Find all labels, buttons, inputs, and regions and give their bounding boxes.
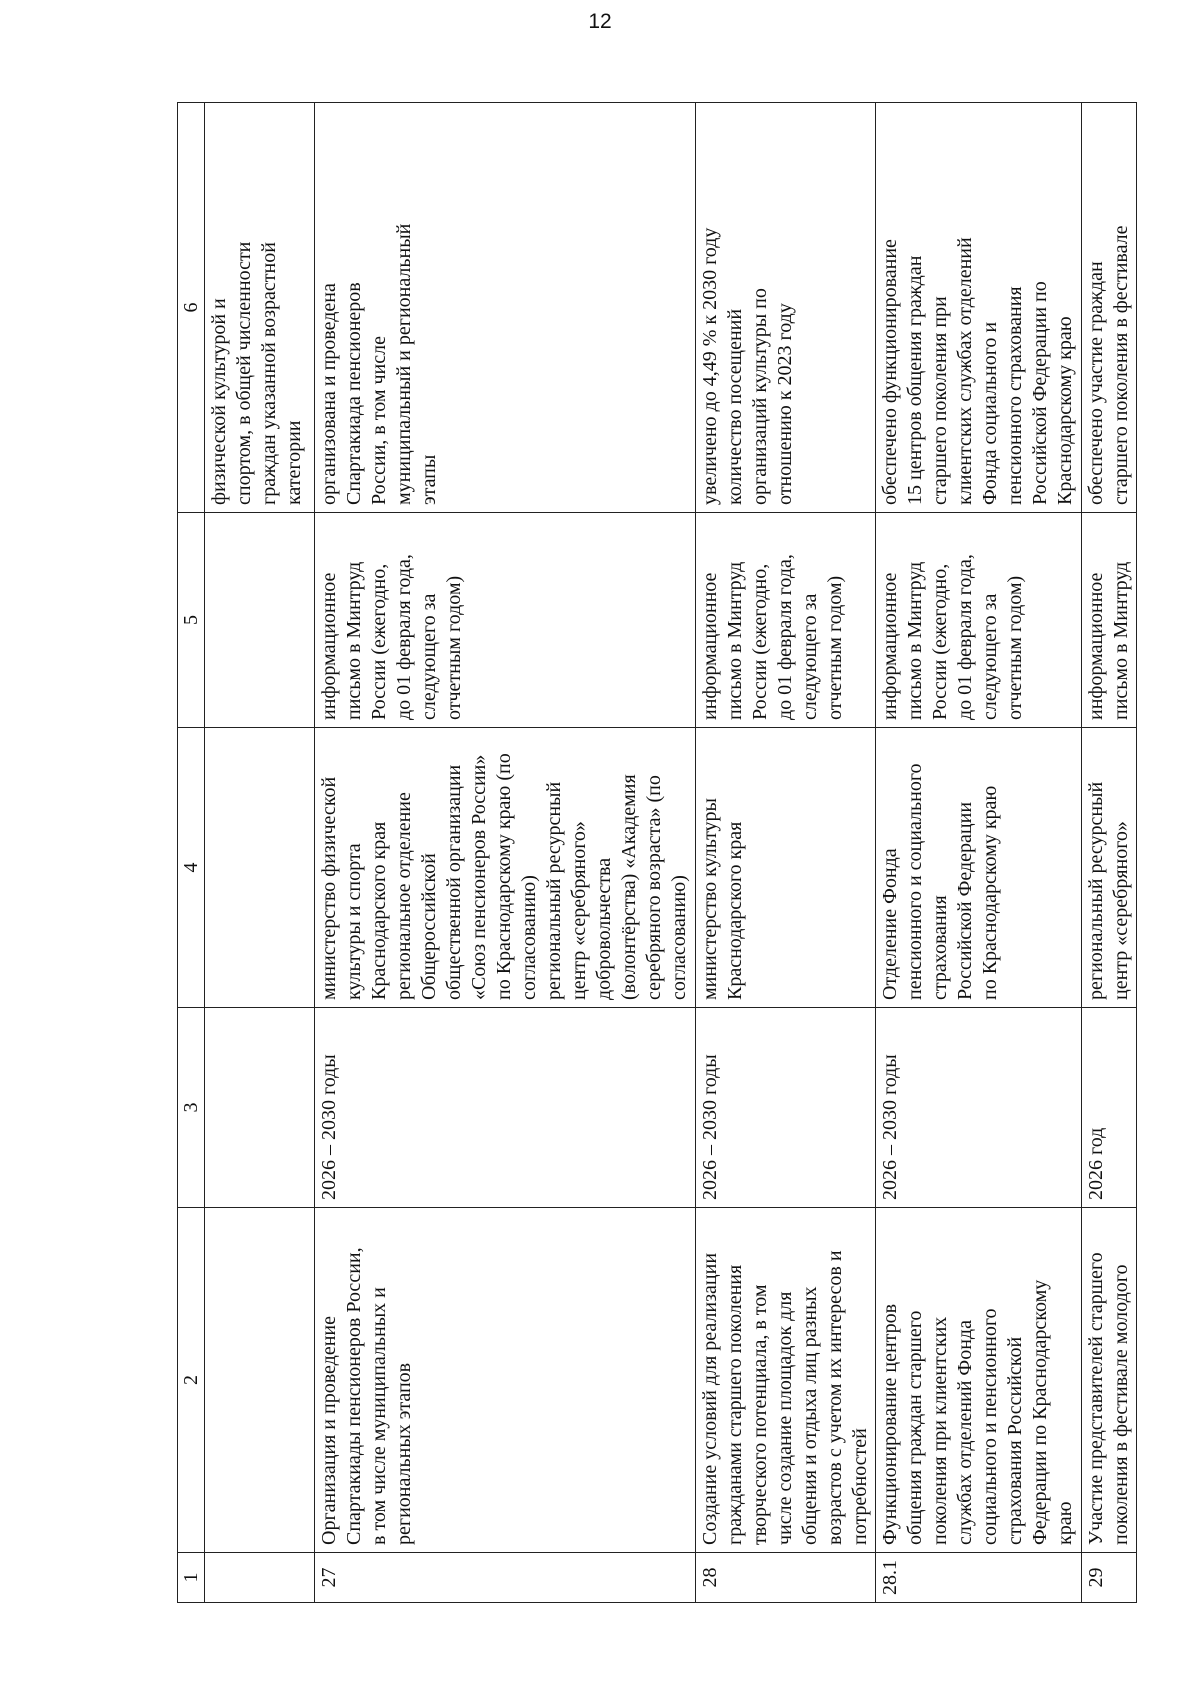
page-number: 12 [588, 10, 612, 33]
event-cell [1081, 1208, 1136, 1553]
cell-line: Российской Федерации по [1029, 281, 1052, 505]
event-cell [205, 1208, 315, 1553]
cell-line: гражданами старшего поколения [724, 1264, 747, 1545]
cell-line: письмо в Минтруд [1109, 561, 1132, 720]
cell-line: (волонтёрства) «Академия [618, 774, 641, 1000]
cell-line: следующего за [418, 593, 441, 720]
cell-line: по Краснодарскому краю [979, 785, 1002, 1000]
rotated-table-container [177, 103, 1137, 1603]
cell-line: пенсионного страхования [1004, 286, 1027, 505]
cell-line: отчетным годом) [443, 575, 466, 720]
cell-line: министерство культуры [699, 798, 722, 1000]
result-cell [205, 103, 315, 513]
table-row [205, 103, 315, 1603]
cell-line: Создание условий для реализации [699, 1252, 722, 1545]
report-cell [876, 513, 1081, 728]
cell-line: добровольчества [593, 857, 616, 1000]
cell-line: Фонда социального и [979, 321, 1002, 505]
cell-line: информационное [879, 572, 902, 720]
cell-line: письмо в Минтруд [724, 561, 747, 720]
cell-line: Спартакиада пенсионеров [343, 282, 366, 505]
cell-line: Спартакиады пенсионеров России, [343, 1247, 366, 1545]
responsible-cell [696, 728, 876, 1008]
responsible-cell [205, 728, 315, 1008]
cell-line: социального и пенсионного [979, 1308, 1002, 1545]
column-header: 5 [178, 513, 205, 728]
row-number-cell: 28.1 [876, 1553, 1081, 1603]
cell-line: муниципальный и региональный [393, 223, 416, 505]
cell-line: Краснодарского края [724, 821, 747, 1000]
cell-line: письмо в Минтруд [904, 561, 927, 720]
cell-line: граждан указанной возрастной [258, 242, 281, 505]
cell-line: общения и отдыха лиц разных [799, 1286, 822, 1545]
cell-line: пенсионного и социального [904, 763, 927, 1000]
result-cell [315, 103, 696, 513]
report-cell [1081, 513, 1136, 728]
cell-line: страхования Российской [1004, 1336, 1027, 1545]
result-cell [876, 103, 1081, 513]
responsible-cell [876, 728, 1081, 1008]
column-header: 6 [178, 103, 205, 513]
cell-line: категории [283, 420, 306, 505]
cell-line: информационное [1084, 572, 1107, 720]
cell-line: обеспечено участие граждан [1084, 261, 1107, 505]
responsible-cell [315, 728, 696, 1008]
cell-line: обеспечено функционирование [879, 239, 902, 505]
cell-line: общественной организации [443, 764, 466, 1000]
cell-line: увеличено до 4,49 % к 2030 году [699, 227, 722, 505]
cell-line: творческого потенциала, в том [749, 1284, 772, 1545]
row-number-cell: 29 [1081, 1553, 1136, 1603]
report-cell [315, 513, 696, 728]
row-number-cell [205, 1553, 315, 1603]
cell-line: 15 центров общения граждан [904, 255, 927, 505]
column-header: 3 [178, 1008, 205, 1208]
cell-line: отношению к 2023 году [774, 303, 797, 505]
responsible-cell [1081, 728, 1136, 1008]
cell-line: согласованию) [668, 875, 691, 1000]
cell-line: в том числе муниципальных и [368, 1287, 391, 1545]
cell-line: серебряного возраста» (по [643, 775, 666, 1000]
table-header-row [178, 103, 205, 1603]
period-cell: 2026 год [1081, 1008, 1136, 1208]
cell-line: поколения в фестивале молодого [1109, 1264, 1132, 1545]
cell-line: России (ежегодно, [929, 563, 952, 720]
cell-line: краю [1054, 1501, 1077, 1545]
cell-line: старшего поколения в фестивале [1109, 225, 1132, 505]
table-row [315, 103, 696, 1603]
cell-line: России (ежегодно, [749, 563, 772, 720]
cell-line: информационное [699, 572, 722, 720]
period-cell [205, 1008, 315, 1208]
event-cell [696, 1208, 876, 1553]
cell-line: до 01 февраля года, [774, 554, 797, 720]
cell-line: Общероссийской [418, 853, 441, 1000]
cell-line: службах отделений Фонда [954, 1320, 977, 1545]
activities-table [177, 102, 1137, 1603]
cell-line: Функционирование центров [879, 1303, 902, 1545]
cell-line: культуры и спорта [343, 843, 366, 1000]
period-cell: 2026 – 2030 годы [315, 1008, 696, 1208]
result-cell [1081, 103, 1136, 513]
cell-line: России, в том числе [368, 336, 391, 505]
cell-line: страхования [929, 895, 952, 1000]
cell-line: Краснодарскому краю [1054, 316, 1077, 505]
cell-line: поколения при клиентских [929, 1316, 952, 1545]
cell-line: по Краснодарскому краю (по [493, 753, 516, 1000]
cell-line: числе создание площадок для [774, 1291, 797, 1545]
cell-line: следующего за [799, 593, 822, 720]
cell-line: Организация и проведение [318, 1316, 341, 1545]
period-cell: 2026 – 2030 годы [876, 1008, 1081, 1208]
cell-line: региональный ресурсный [1084, 781, 1107, 1000]
row-number-cell: 28 [696, 1553, 876, 1603]
row-number-cell: 27 [315, 1553, 696, 1603]
cell-line: согласованию) [518, 875, 541, 1000]
cell-line: центр «серебряного» [568, 821, 591, 1000]
cell-line: региональных этапов [393, 1362, 416, 1545]
cell-line: Участие представителей старшего [1084, 1252, 1107, 1545]
cell-line: следующего за [979, 593, 1002, 720]
cell-line: этапы [418, 454, 441, 505]
column-header: 2 [178, 1208, 205, 1553]
event-cell [876, 1208, 1081, 1553]
cell-line: до 01 февраля года, [954, 554, 977, 720]
cell-line: письмо в Минтруд [343, 561, 366, 720]
table-row [876, 103, 1081, 1603]
cell-line: потребностей [849, 1428, 872, 1545]
cell-line: организаций культуры по [749, 288, 772, 505]
table-row [696, 103, 876, 1603]
column-header: 1 [178, 1553, 205, 1603]
cell-line: организована и проведена [318, 283, 341, 505]
cell-line: центр «серебряного» [1109, 821, 1132, 1000]
report-cell [205, 513, 315, 728]
event-cell [315, 1208, 696, 1553]
cell-line: физической культурой и [208, 298, 231, 505]
table-row [1081, 103, 1136, 1603]
cell-line: региональный ресурсный [543, 781, 566, 1000]
cell-line: России (ежегодно, [368, 563, 391, 720]
cell-line: количество посещений [724, 308, 747, 505]
cell-line: общения граждан старшего [904, 1310, 927, 1545]
cell-line: клиентских службах отделений [954, 237, 977, 505]
cell-line: Отделение Фонда [879, 848, 902, 1000]
cell-line: информационное [318, 572, 341, 720]
cell-line: министерство физической [318, 776, 341, 1000]
cell-line: возрастов с учетом их интересов и [824, 1250, 847, 1545]
cell-line: региональное отделение [393, 792, 416, 1000]
cell-line: Федерации по Краснодарскому [1029, 1279, 1052, 1545]
cell-line: старшего поколения при [929, 296, 952, 505]
report-cell [696, 513, 876, 728]
result-cell [696, 103, 876, 513]
cell-line: отчетным годом) [1004, 575, 1027, 720]
cell-line: Российской Федерации [954, 801, 977, 1000]
cell-line: Краснодарского края [368, 821, 391, 1000]
cell-line: отчетным годом) [824, 575, 847, 720]
cell-line: до 01 февраля года, [393, 554, 416, 720]
cell-line: «Союз пенсионеров России» [468, 754, 491, 1000]
column-header: 4 [178, 728, 205, 1008]
period-cell: 2026 – 2030 годы [696, 1008, 876, 1208]
cell-line: спортом, в общей численности [233, 241, 256, 505]
